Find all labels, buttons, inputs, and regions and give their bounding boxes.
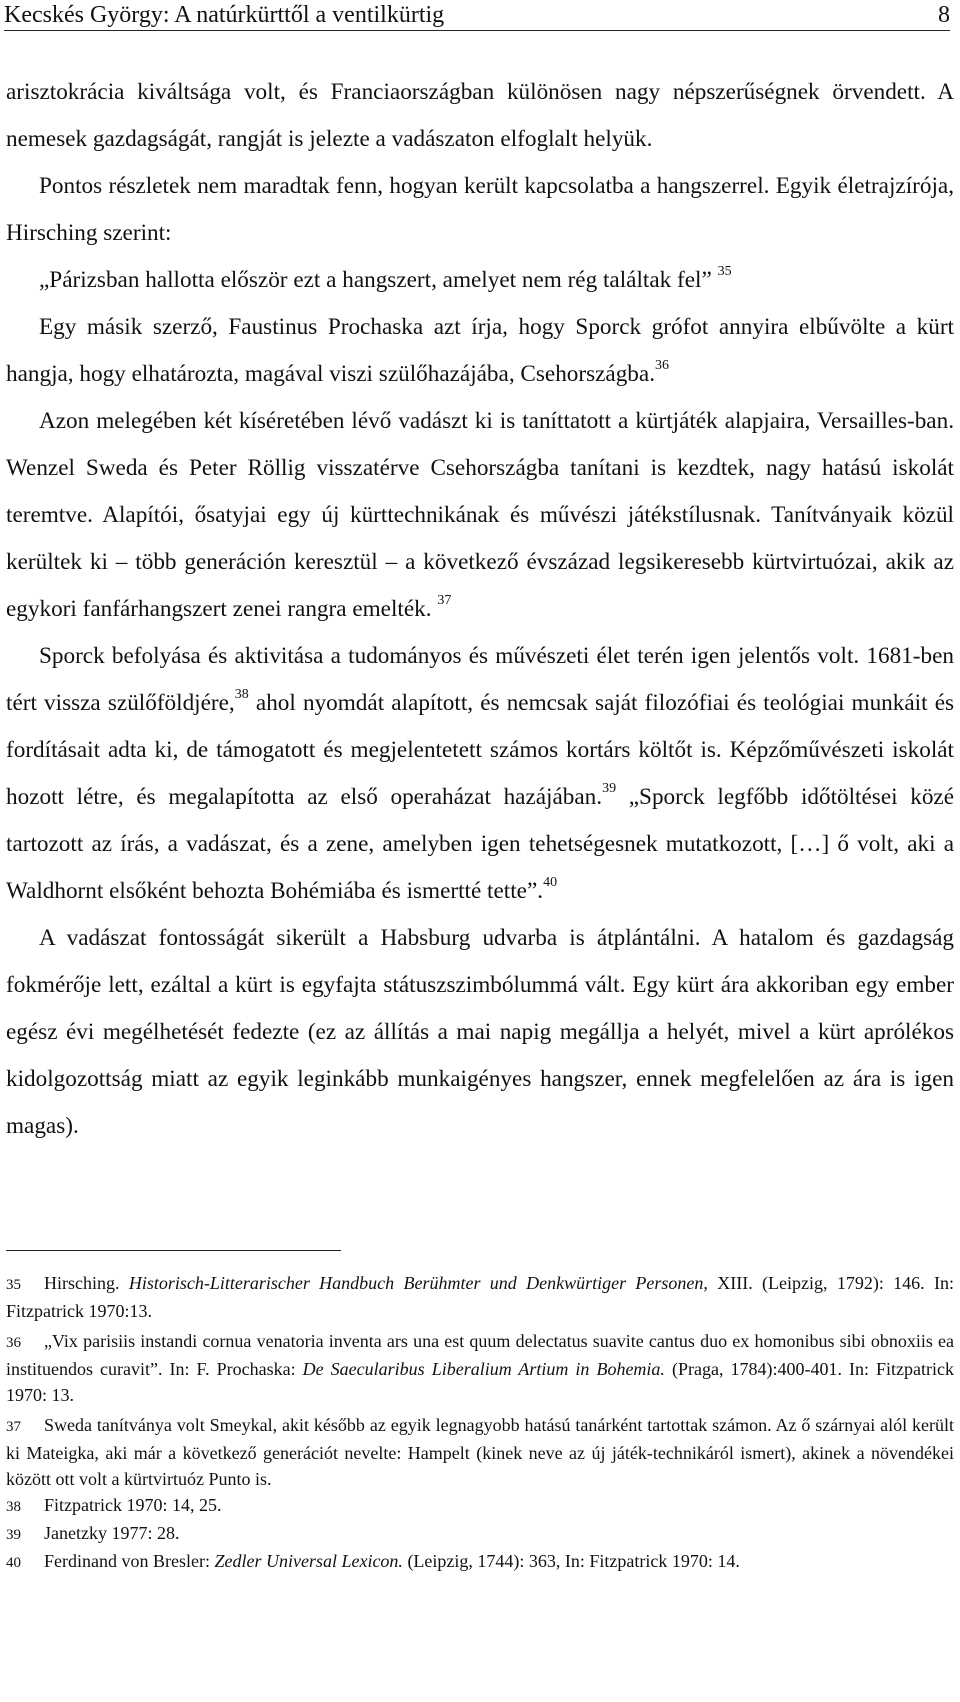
footnote (6, 1270, 954, 1324)
quote-text: „Párizsban hallotta először ezt a hangszert, amelyet nem rég találtak fel” (39, 267, 712, 293)
paragraph-text: Egy másik szerző, Faustinus Prochaska azt írja, hogy Sporck grófot annyira elbűvölte a kürt hangja, hogy elhatározta, magával viszi szülőhazájába, Csehországba. (6, 314, 954, 387)
paragraph (6, 398, 954, 633)
footnote-text: Fitzpatrick 1970: 14, 25. (44, 1495, 222, 1515)
running-header (4, 2, 950, 31)
paragraph (6, 69, 954, 163)
footnote-number: 37 (6, 1419, 21, 1435)
footnote-ref[interactable]: 40 (543, 875, 558, 890)
footnote-text: Sweda tanítványa volt Smeykal, akit később az egyik legnagyobb hatású tanárként tartottak számon. Az ő szárnyai alól került ki Mateigka, aki már a következő generációt nevelte: Hampelt (kinek neve az új játék-technikáról ismert), akinek a növendékei között ott volt a kürtvirtuóz Punto is. (6, 1415, 954, 1489)
footnote-number: 40 (6, 1555, 21, 1571)
page-number: 8 (938, 2, 950, 28)
footnote-ref[interactable]: 38 (234, 687, 249, 702)
footnote-text: (Leipzig, 1744): 363, In: Fitzpatrick 1970: 14. (402, 1551, 740, 1571)
paragraph-text: arisztokrácia kiváltsága volt, és Franciaországban különösen nagy népszerűségnek örvendett. A nemesek gazdagságát, rangját is jelezte a vadászaton elfoglalt helyük. (6, 79, 954, 152)
footnote-title: De Saecularibus Liberalium Artium in Bohemia. (302, 1359, 665, 1379)
footnote-title: Zedler Universal Lexicon. (214, 1551, 403, 1571)
footnote-text: Janetzky 1977: 28. (44, 1523, 180, 1543)
paragraph-text: Azon melegében két kíséretében lévő vadászt ki is taníttatott a kürtjáték alapjaira, Versailles-ban. Wenzel Sweda és Peter Röllig visszatérve Csehországba tanítani is kezdtek, nagy hatású iskolát teremtve. Alapítói, ősatyjai egy új kürttechnikának és művészi játékstílusnak. Tanítványaik közül kerültek ki – több generáción keresztül – a következő évszázad legsikeresebb kürtvirtuózai, akik az egykori fanfárhangszert zenei rangra emelték. (6, 408, 954, 622)
footnote-text: , XIII. (Leipzig, 1792): 146. In: Fitzpatrick 1970:13. (6, 1273, 954, 1321)
paragraph (6, 304, 954, 398)
quote-paragraph (6, 257, 954, 304)
footnote (6, 1328, 954, 1408)
footnote-ref[interactable]: 39 (602, 781, 617, 796)
paragraph (6, 163, 954, 257)
footnote-text: Ferdinand von Bresler: (44, 1551, 215, 1571)
footnote-text: Hirsching. (44, 1273, 129, 1293)
footnote-number: 39 (6, 1527, 21, 1543)
footnote-number: 38 (6, 1499, 21, 1515)
paragraph (6, 915, 954, 1150)
paragraph-text: Pontos részletek nem maradtak fenn, hogyan került kapcsolatba a hangszerrel. Egyik életrajzírója, Hirsching szerint: (6, 173, 954, 246)
footnotes (6, 1270, 954, 1576)
quote-text: „Sporck legfőbb időtöltései közé tartozott az írás, a vadászat, és a zene, amelyben igen tehetségesnek mutatkozott, […] ő volt, aki a Waldhornt elsőként behozta Bohémiába és ismertté tette”. (6, 784, 955, 904)
paragraph (6, 633, 954, 915)
footnote (6, 1412, 954, 1492)
body-text (6, 69, 954, 1150)
footnote-ref[interactable]: 35 (717, 264, 732, 279)
paragraph-text: A vadászat fontosságát sikerült a Habsburg udvarba is átplántálni. A hatalom és gazdagság fokmérője lett, ezáltal a kürt is egyfajta státuszszimbólummá vált. Egy kürt ára akkoriban egy ember egész évi megélhetését fedezte (ez az állítás a mai napig megállja a helyét, mivel a kürt aprólékos kidolgozottság miatt az egyik leginkább munkaigényes hangszer, ennek megfelelően az ára is igen magas). (6, 925, 954, 1139)
footnote-number: 35 (6, 1277, 21, 1293)
footnote-text: (Praga, 1784):400-401. In: Fitzpatrick 1970: 13. (6, 1359, 954, 1405)
footnote (6, 1520, 954, 1548)
footnote-number: 36 (6, 1335, 21, 1351)
footnote-title: Historisch-Litterarischer Handbuch Berühmter und Denkwürtiger Personen (128, 1273, 704, 1293)
footnote-ref[interactable]: 37 (437, 593, 452, 608)
footnote (6, 1548, 954, 1576)
footnote-text: „Vix parisiis instandi cornua venatoria inventa ars una est quum delectatus suavite cantus duo ex homonibus sibi obnoxiis ea instituendos curavit”. In: F. Prochaska: (6, 1331, 954, 1379)
footnote (6, 1492, 954, 1520)
paragraph-text: Sporck befolyása és aktivitása a tudományos és művészeti élet terén igen jelentős volt. 1681-ben tért vissza szülőföldjére, (6, 643, 954, 716)
footnote-ref[interactable]: 36 (655, 358, 669, 373)
footnote-separator (6, 1250, 341, 1251)
paragraph-text: ahol nyomdát alapított, és nemcsak saját filozófiai és teológiai munkáit és fordításait adta ki, de támogatott és megjelentetett számos kortárs költőt is. Képzőművészeti iskolát hozott létre, és megalapította az első operaházat hazájában. (6, 690, 955, 810)
header-title: Kecskés György: A natúrkürttől a ventilkürtig (4, 2, 445, 28)
